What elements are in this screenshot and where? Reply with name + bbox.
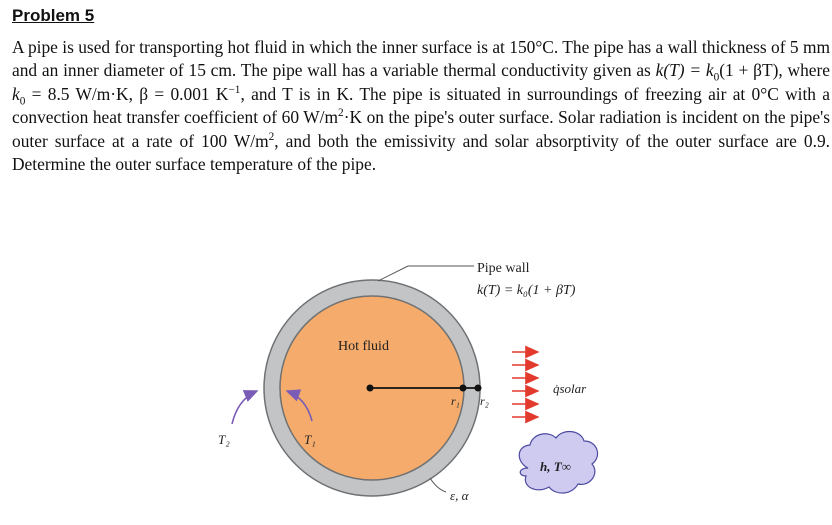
r2-dot [475,385,482,392]
r1-label: r₁ [451,394,460,408]
k-expression-tail: (1 + βT), where [719,60,830,81]
k0-value: = 8.5 W/m·K, β = 0.001 K [25,83,229,104]
beta-exponent: −1 [228,84,241,97]
problem-text-part1: A pipe is used for transporting hot fluid in which the inner surface is at 150°C. The pipe has a wall thickness of 5 mm and an inner diameter of 15 cm. The pipe wall has a variable thermal conductivity given as [12,37,830,81]
h-exponent: 2 [338,107,344,120]
r2-label: r₂ [480,394,489,408]
emissivity-label: ε, α [450,488,469,503]
problem-text-part4: , and both the emissivity and solar absorptivity of the outer surface are 0.9. Determine the outer surface temperature of the pipe. [12,130,830,175]
conductivity-label: k(T) = k₀(1 + βT) [477,283,576,298]
pipe-wall-leader [378,266,474,281]
T2-label: T₂ [218,432,230,447]
pipe-wall-label: Pipe wall [477,261,530,276]
k-expression: k(T) = k [655,60,714,81]
k-subscript: 0 [713,71,720,84]
convection-label: h, T∞ [540,459,571,474]
k0-symbol: k [12,83,20,104]
hot-fluid-label: Hot fluid [338,339,389,354]
emissivity-leader [430,478,446,492]
problem-text-part3: ·K on the pipe's outer surface. Solar radiation is incident on the pipe's outer surface at a rate of 100 W/m [12,107,830,151]
problem-title: Problem 5 [12,6,95,25]
center-dot [367,385,374,392]
q-exponent: 2 [268,130,275,143]
problem-text-part2: , and T is in K. The pipe is situated in surroundings of freezing air at 0°C with a convection heat transfer coefficient of 60 W/m [12,83,830,128]
solar-label: q̇solar [553,381,587,396]
k0-subscript: 0 [19,95,26,108]
T1-label: T₁ [304,432,316,447]
r1-dot [460,385,467,392]
T2-arrow [232,391,257,424]
